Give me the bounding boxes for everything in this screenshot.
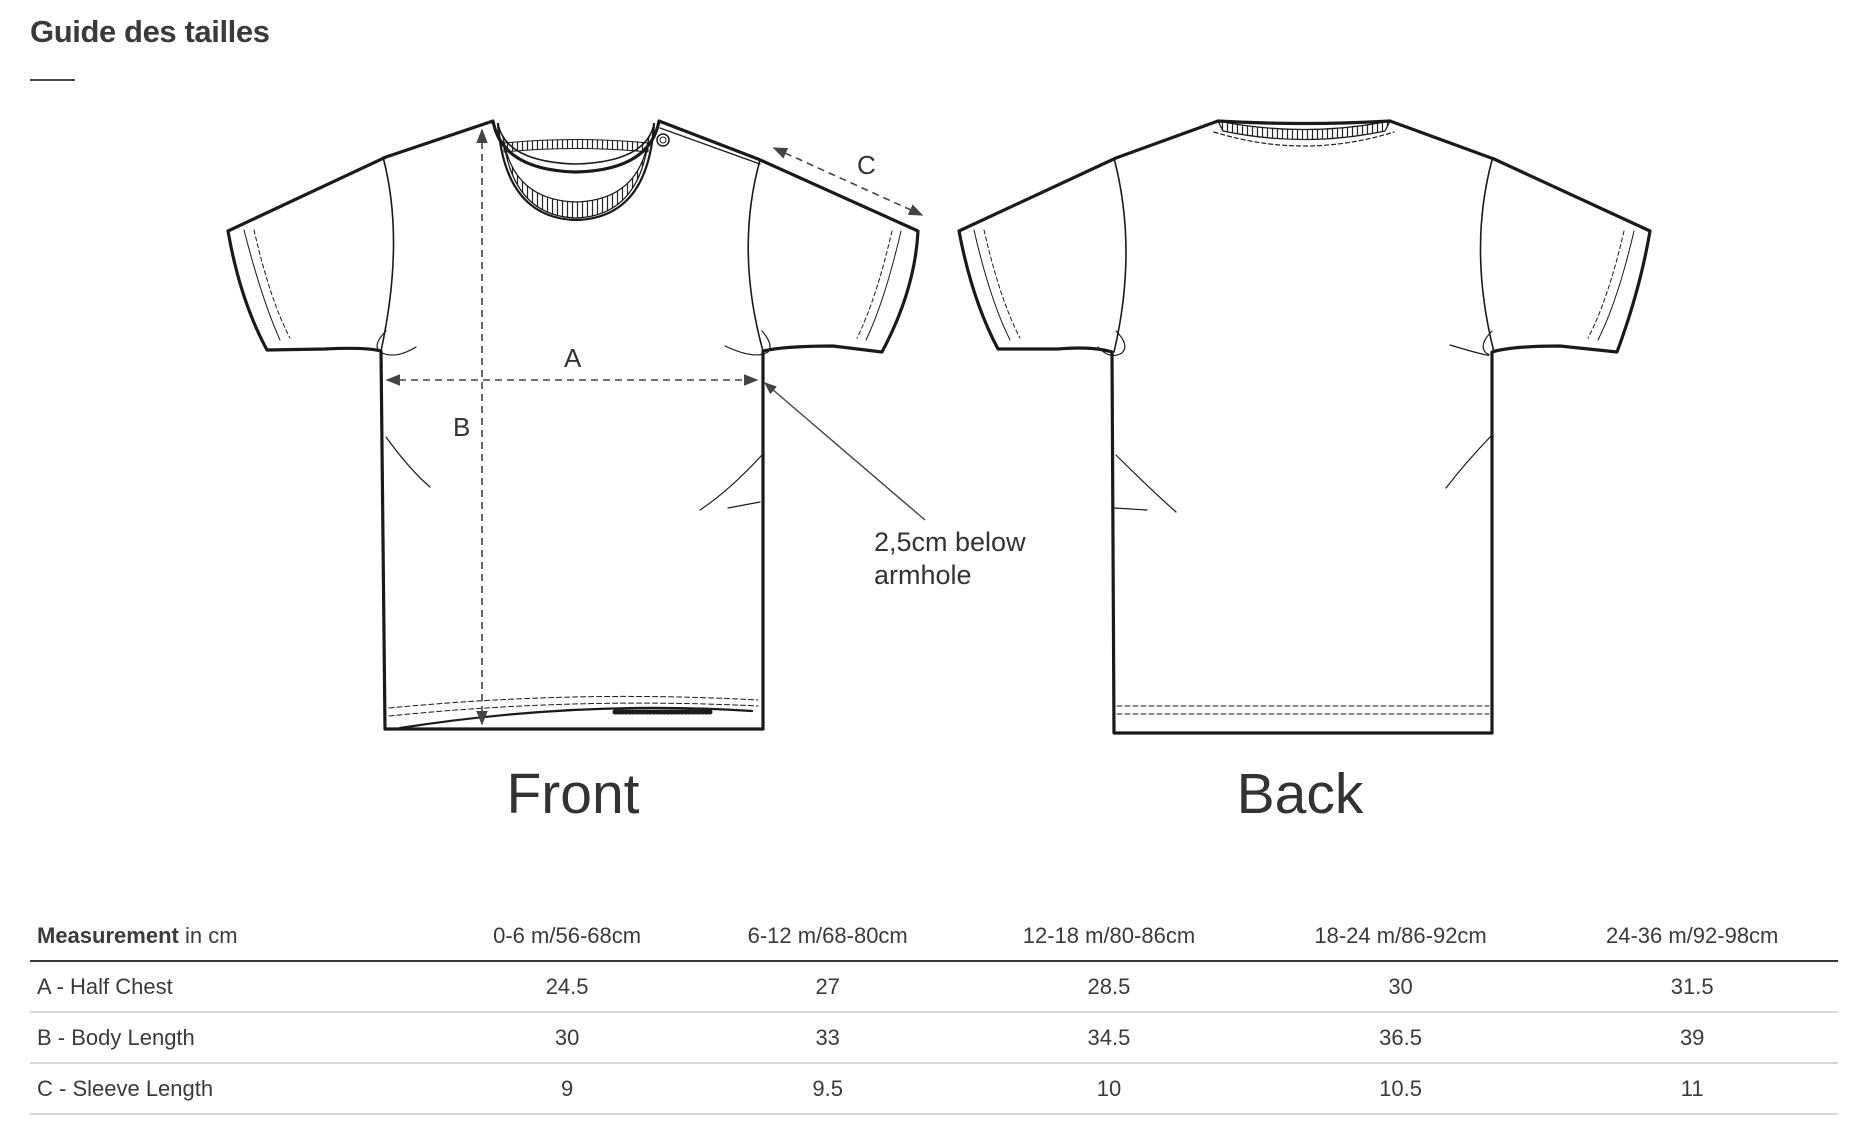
armhole-pointer [765, 383, 925, 520]
front-label: Front [506, 762, 640, 826]
back-tshirt-drawing [959, 121, 1650, 733]
table-row [30, 1063, 1838, 1114]
armhole-note-line2: armhole [874, 560, 972, 590]
table-cell: 27 [692, 961, 963, 1012]
table-cell: 10.5 [1255, 1063, 1547, 1114]
header-measurement: Measurement in cm [30, 912, 442, 961]
row-label: C - Sleeve Length [30, 1063, 442, 1114]
table-cell: 28.5 [963, 961, 1255, 1012]
table-cell: 30 [1255, 961, 1547, 1012]
header-size: 12-18 m/80-86cm [963, 912, 1255, 961]
row-label: B - Body Length [30, 1012, 442, 1063]
table-row [30, 961, 1838, 1012]
page-title: Guide des tailles [30, 14, 270, 49]
table-cell: 39 [1546, 1012, 1838, 1063]
table-header-row [30, 912, 1838, 961]
marker-b-label: B [453, 412, 471, 442]
table-cell: 30 [442, 1012, 692, 1063]
table-cell: 31.5 [1546, 961, 1838, 1012]
table-cell: 34.5 [963, 1012, 1255, 1063]
marker-c-label: C [857, 150, 876, 180]
table-cell: 9.5 [692, 1063, 963, 1114]
table-cell: 10 [963, 1063, 1255, 1114]
table-row [30, 1012, 1838, 1063]
table-cell: 36.5 [1255, 1012, 1547, 1063]
table-cell: 33 [692, 1012, 963, 1063]
row-label: A - Half Chest [30, 961, 442, 1012]
header-size: 6-12 m/68-80cm [692, 912, 963, 961]
back-label: Back [1236, 762, 1364, 826]
table-cell: 11 [1546, 1063, 1838, 1114]
header-size: 0-6 m/56-68cm [442, 912, 692, 961]
armhole-note-line1: 2,5cm below [874, 527, 1026, 557]
header-size: 18-24 m/86-92cm [1255, 912, 1547, 961]
header-size: 24-36 m/92-98cm [1546, 912, 1838, 961]
table-cell: 24.5 [442, 961, 692, 1012]
table-cell: 9 [442, 1063, 692, 1114]
size-table [30, 912, 1838, 1115]
marker-a-label: A [564, 343, 582, 373]
